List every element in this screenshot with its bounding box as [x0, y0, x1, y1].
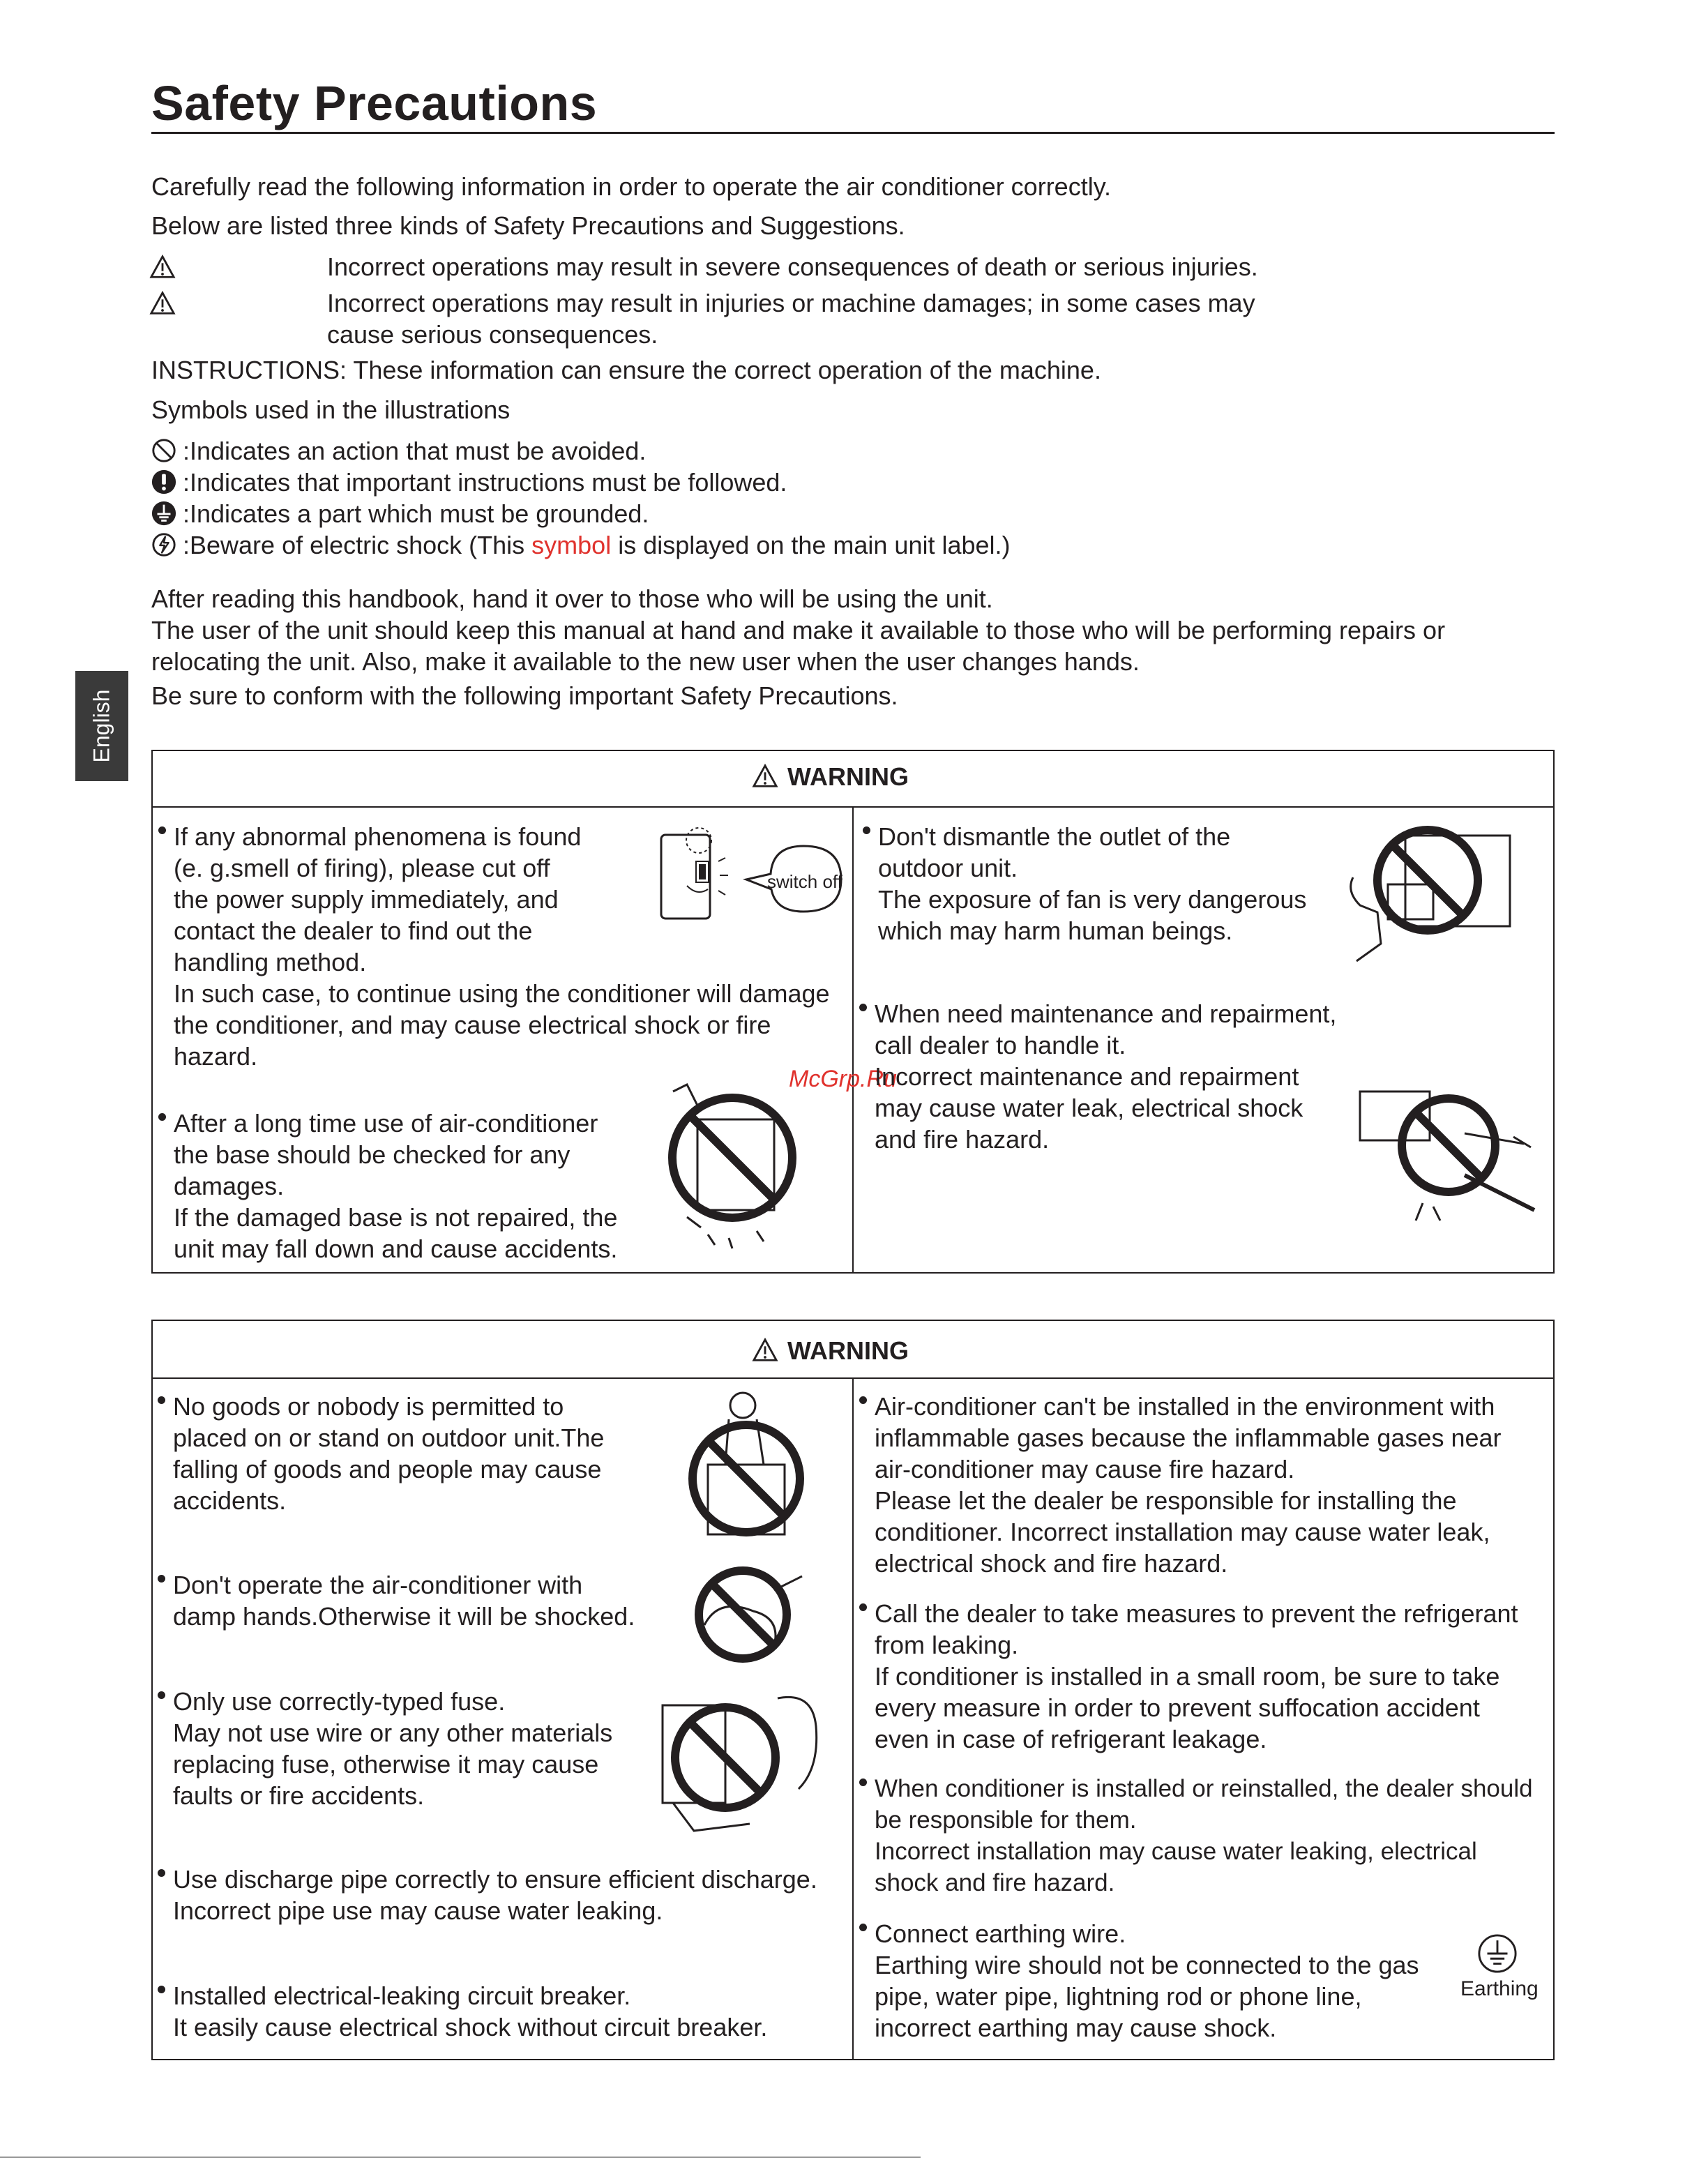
earthing-label: Earthing — [1460, 1977, 1539, 2000]
warning-level-text: Incorrect operations may result in severe consequences of death or serious injuries. — [327, 252, 1258, 281]
ground-icon — [151, 500, 177, 527]
list-item: Don't dismantle the outlet of the outdoor unit. The exposure of fan is very dangerous which may harm human beings. — [878, 822, 1307, 945]
damaged-base-illustration — [659, 1078, 813, 1255]
standing-on-unit-illustration — [687, 1388, 809, 1545]
intro-line: Below are listed three kinds of Safety Precautions and Suggestions. — [151, 211, 905, 240]
symbols-heading: Symbols used in the illustrations — [151, 395, 511, 424]
earthing-icon — [1477, 1933, 1518, 1974]
warning-box-2-divider — [852, 1377, 854, 2060]
caution-triangle-icon — [149, 290, 176, 317]
caution-level-text: Incorrect operations may result in injuries or machine damages; in some cases may — [327, 289, 1255, 317]
list-item: Don't operate the air-conditioner with damp hands.Otherwise it will be shocked. — [173, 1571, 635, 1631]
list-item: No goods or nobody is permitted to placed on or stand on outdoor unit.The falling of goods and people may cause accidents. — [173, 1392, 605, 1515]
switch-off-label: switch off — [767, 871, 842, 892]
wet-hands-illustration — [690, 1562, 809, 1670]
watermark: McGrp.Ru — [789, 1066, 897, 1092]
warning-triangle-icon — [149, 254, 176, 280]
intro-line: Carefully read the following information in order to operate the air conditioner correctly. — [151, 172, 1112, 201]
list-item: When conditioner is installed or reinstalled, the dealer should be responsible for them. Incorrect installation may cause water leaking, electrical shock and fire hazard. — [875, 1773, 1533, 1898]
exclamation-icon — [151, 469, 177, 495]
page-title: Safety Precautions — [151, 76, 598, 130]
fuse-illustration — [645, 1684, 823, 1834]
prohibition-icon — [151, 437, 177, 464]
title-rule — [151, 132, 1555, 134]
symbol-ground-text: :Indicates a part which must be grounded. — [183, 499, 649, 528]
repair-tools-illustration — [1346, 1064, 1548, 1228]
instructions-text: INSTRUCTIONS: These information can ensure the correct operation of the machine. — [151, 356, 1101, 384]
handbook-line: relocating the unit. Also, make it available to the new user when the user changes hands. — [151, 647, 1140, 676]
list-item: Only use correctly-typed fuse. May not use wire or any other materials replacing fuse, otherwise it may cause faults or fire accidents. — [173, 1687, 613, 1810]
warning-triangle-icon — [752, 763, 778, 790]
list-item: Air-conditioner can't be installed in the environment with inflammable gases because the inflammable gases near air-conditioner may cause fire hazard. Please let the dealer be responsible for installing the conditioner. Incorrect installation may cause water leak, electrical shock and fire hazard. — [875, 1392, 1502, 1578]
fan-outlet-illustration — [1343, 822, 1520, 968]
handbook-line: After reading this handbook, hand it over to those who will be using the unit. — [151, 584, 993, 613]
language-tab: English — [75, 671, 128, 781]
warning-box-1-divider — [852, 806, 854, 1274]
electric-shock-icon — [151, 531, 177, 558]
list-item: Installed electrical-leaking circuit breaker. It easily cause electrical shock without circuit breaker. — [173, 1981, 768, 2041]
symbol-shock-text: :Beware of electric shock (This symbol is displayed on the main unit label.) — [183, 531, 1011, 559]
list-item: If any abnormal phenomena is found (e. g.smell of firing), please cut off the power supply immediately, and contact the dealer to find out the handling method. In such case, to continue using the conditioner will damage the conditioner, and may cause electrical shock or fire hazard. — [174, 822, 830, 1071]
list-item: Call the dealer to take measures to prevent the refrigerant from leaking. If conditioner is installed in a small room, be sure to take every measure in order to prevent suffocation accident even in case of refrigerant leakage. — [875, 1599, 1518, 1753]
handbook-line: Be sure to conform with the following important Safety Precautions. — [151, 681, 898, 710]
caution-level-text: cause serious consequences. — [327, 320, 658, 349]
warning-triangle-icon — [752, 1337, 778, 1364]
list-item: After a long time use of air-conditioner the base should be checked for any damages. If the damaged base is not repaired, the unit may fall down and cause accidents. — [174, 1109, 618, 1263]
page-bottom-rule — [0, 2157, 921, 2158]
handbook-line: The user of the unit should keep this manual at hand and make it available to those who will be performing repairs or — [151, 616, 1446, 644]
list-item: When need maintenance and repairment, call dealer to handle it. Incorrect maintenance and repairment may cause water leak, electrical shock and fire hazard. — [875, 999, 1337, 1154]
list-item: Connect earthing wire. Earthing wire should not be connected to the gas pipe, water pipe, lightning rod or phone line, incorrect earthing may cause shock. — [875, 1919, 1419, 2042]
symbol-avoid-text: :Indicates an action that must be avoided. — [183, 437, 647, 465]
symbol-follow-text: :Indicates that important instructions must be followed. — [183, 468, 787, 497]
list-item: Use discharge pipe correctly to ensure efficient discharge. Incorrect pipe use may cause water leaking. — [173, 1865, 817, 1925]
warning-box-1-title: WARNING — [787, 762, 909, 791]
warning-box-2-title: WARNING — [787, 1336, 909, 1365]
